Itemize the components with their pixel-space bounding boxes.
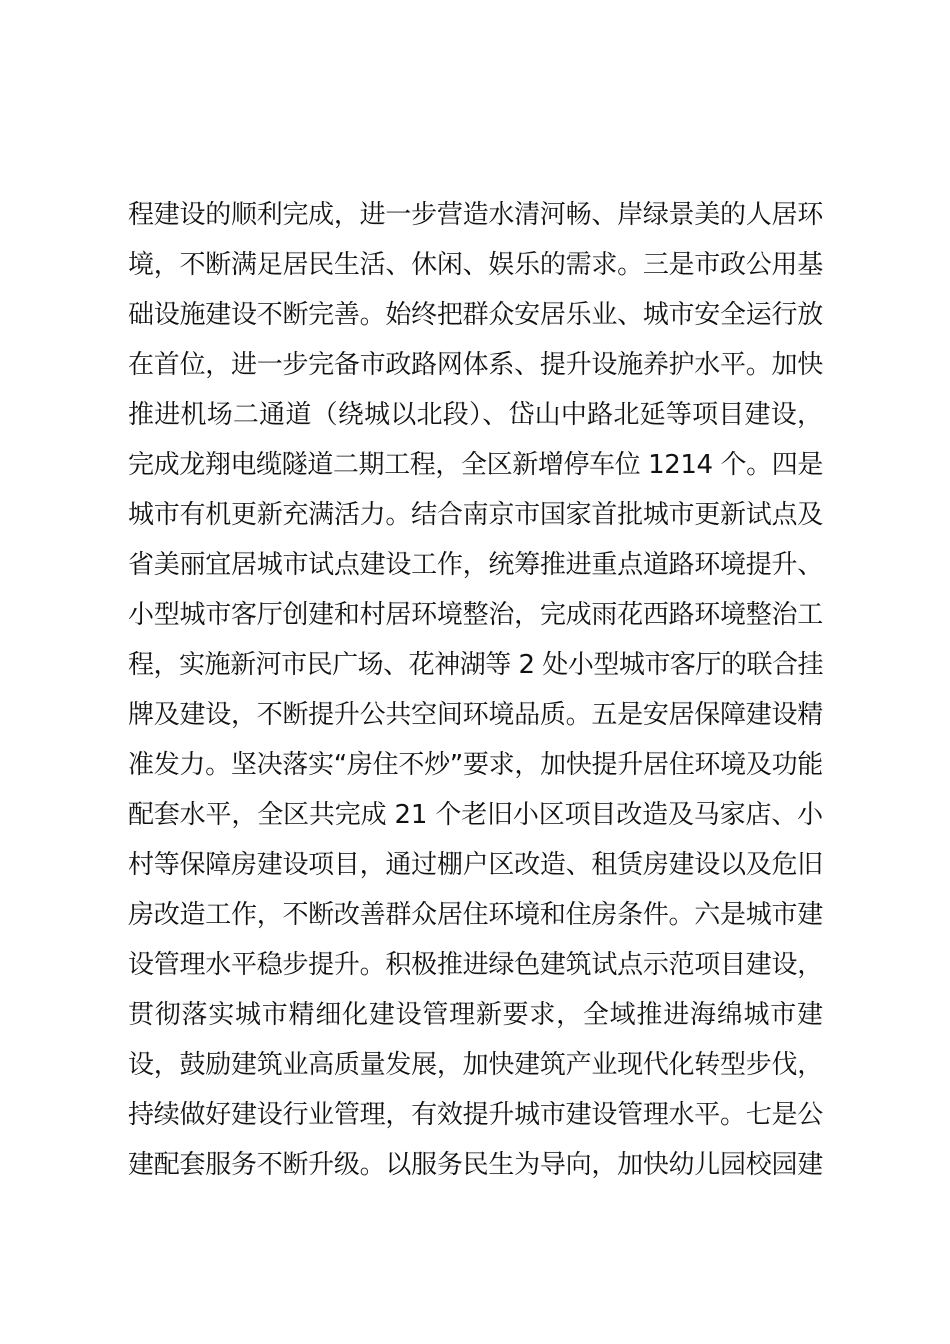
text-line: 设，鼓励建筑业高质量发展，加快建筑产业现代化转型步伐，: [128, 1050, 823, 1080]
document-body: [128, 190, 823, 1190]
text-line: 配套水平，全区共完成 21 个老旧小区项目改造及马家店、小: [128, 800, 823, 830]
text-line: 境，不断满足居民生活、休闲、娱乐的需求。三是市政公用基: [128, 250, 823, 280]
text-line: 持续做好建设行业管理，有效提升城市建设管理水平。七是公: [128, 1100, 823, 1130]
text-line: 在首位，进一步完备市政路网体系、提升设施养护水平。加快: [128, 350, 823, 380]
text-line: 城市有机更新充满活力。结合南京市国家首批城市更新试点及: [128, 500, 823, 530]
text-line: 牌及建设，不断提升公共空间环境品质。五是安居保障建设精: [128, 700, 823, 730]
text-line: 础设施建设不断完善。始终把群众安居乐业、城市安全运行放: [128, 300, 823, 330]
text-line: 省美丽宜居城市试点建设工作，统筹推进重点道路环境提升、: [128, 550, 823, 580]
text-line: 村等保障房建设项目，通过棚户区改造、租赁房建设以及危旧: [128, 850, 823, 880]
text-line: 建配套服务不断升级。以服务民生为导向，加快幼儿园校园建: [128, 1150, 823, 1180]
text-line: 设管理水平稳步提升。积极推进绿色建筑试点示范项目建设，: [128, 950, 823, 980]
text-line: 推进机场二通道（绕城以北段）、岱山中路北延等项目建设，: [128, 400, 823, 430]
text-line: 房改造工作，不断改善群众居住环境和住房条件。六是城市建: [128, 900, 823, 930]
text-line: 贯彻落实城市精细化建设管理新要求，全域推进海绵城市建: [128, 1000, 823, 1030]
text-line: 小型城市客厅创建和村居环境整治，完成雨花西路环境整治工: [128, 600, 823, 630]
text-line: 完成龙翔电缆隧道二期工程，全区新增停车位 1214 个。四是: [128, 450, 823, 480]
text-line: 准发力。坚决落实“房住不炒”要求，加快提升居住环境及功能: [128, 750, 823, 780]
text-line: 程，实施新河市民广场、花神湖等 2 处小型城市客厅的联合挂: [128, 650, 823, 680]
text-line: 程建设的顺利完成，进一步营造水清河畅、岸绿景美的人居环: [128, 200, 823, 230]
